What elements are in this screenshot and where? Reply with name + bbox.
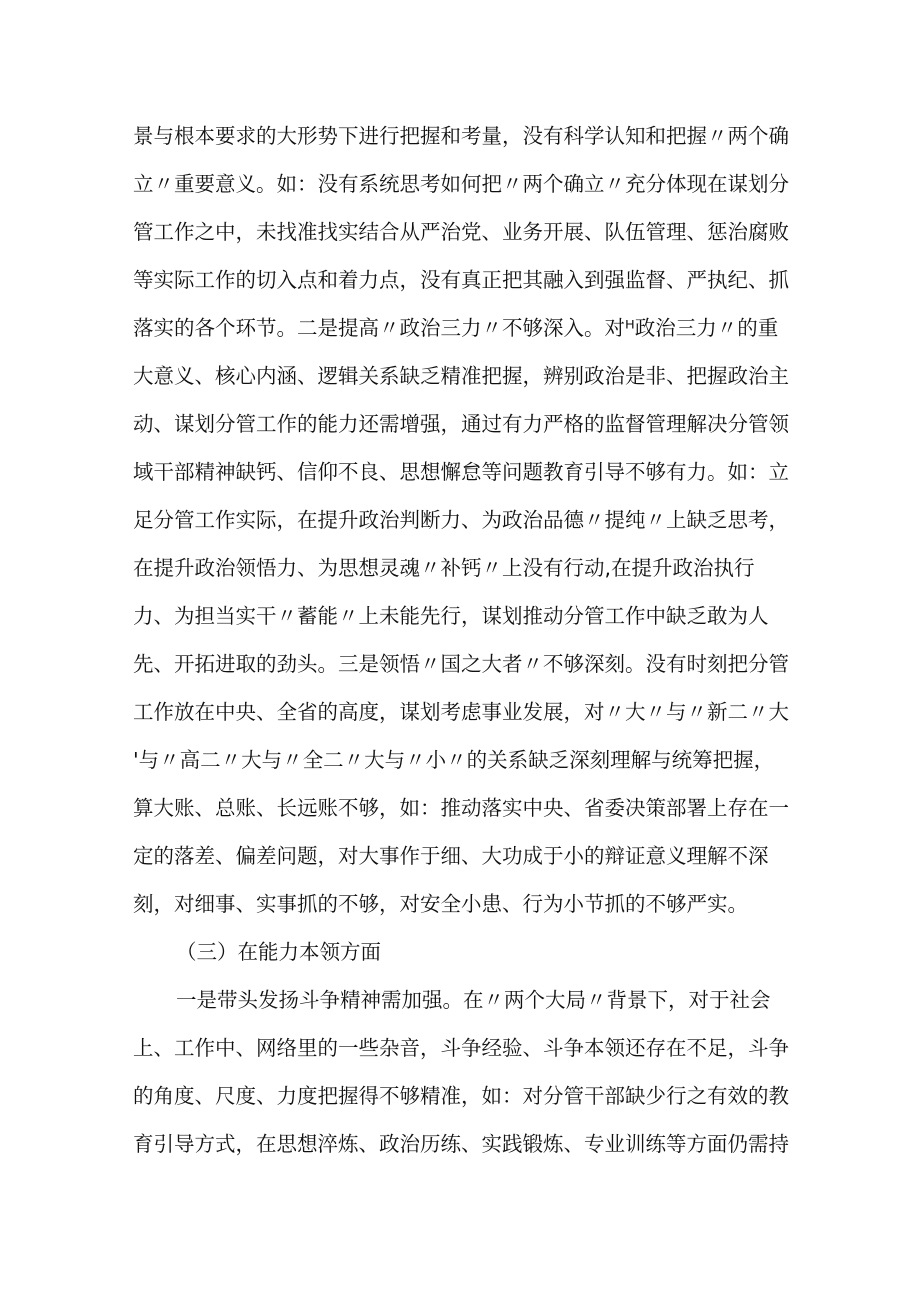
text-line: 管工作之中，未找准找实结合从严治党、业务开展、队伍管理、惩治腐败 [133,220,789,244]
text-line: 刻，对细事、实事抓的不够，对安全小患、行为小节抓的不够严实。 [133,892,748,916]
text-line: 等实际工作的切入点和着力点，没有真正把其融入到强监督、严执纪、抓 [133,268,789,292]
text-line: 大意义、核心内涵、逻辑关系缺乏精准把握，辨别政治是非、把握政治主 [133,364,789,388]
text-line: '与〃高二〃大与〃全二〃大与〃小〃的关系缺乏深刻理解与统筹把握， [133,748,775,772]
text-line: 先、开拓进取的劲头。三是领悟〃国之大者〃不够深刻。没有时刻把分管 [133,652,789,676]
text-line: 域干部精神缺钙、信仰不良、思想懈怠等问题教育引导不够有力。如：立 [133,460,789,484]
section-heading: （三）在能力本领方面 [176,940,381,964]
text-line: 景与根本要求的大形势下进行把握和考量，没有科学认知和把握〃两个确 [133,124,789,148]
text-line: 定的落差、偏差问题，对大事作于细、大功成于小的辩证意义理解不深 [133,844,769,868]
text-line: 工作放在中央、全省的高度，谋划考虑事业发展，对〃大〃与〃新二〃大 [133,700,789,724]
text-line: 上、工作中、网络里的一些杂音，斗争经验、斗争本领还存在不足，斗争 [133,1036,789,1060]
text-line: 立〃重要意义。如：没有系统思考如何把〃两个确立〃充分体现在谋划分 [133,172,789,196]
text-line: 算大账、总账、长远账不够，如：推动落实中央、省委决策部署上存在一 [133,796,789,820]
text-line: 落实的各个环节。二是提高〃政治三力〃不够深入。对ᴴ政治三力〃的重 [133,316,779,340]
text-line: 动、谋划分管工作的能力还需增强，通过有力严格的监督管理解决分管领 [133,412,789,436]
text-line: 在提升政治领悟力、为思想灵魂〃补钙〃上没有行动,在提升政治执行 [133,556,755,580]
text-line: 的角度、尺度、力度把握得不够精准，如：对分管干部缺少行之有效的教 [133,1084,789,1108]
text-line: 一是带头发扬斗争精神需加强。在〃两个大局〃背景下，对于社会 [176,988,771,1012]
text-line: 足分管工作实际，在提升政治判断力、为政治品德〃提纯〃上缺乏思考， [133,508,789,532]
text-line: 力、为担当实干〃蓄能〃上未能先行，谋划推动分管工作中缺乏敢为人 [133,604,769,628]
text-line: 育引导方式，在思想淬炼、政治历练、实践锻炼、专业训练等方面仍需持 [133,1132,789,1156]
